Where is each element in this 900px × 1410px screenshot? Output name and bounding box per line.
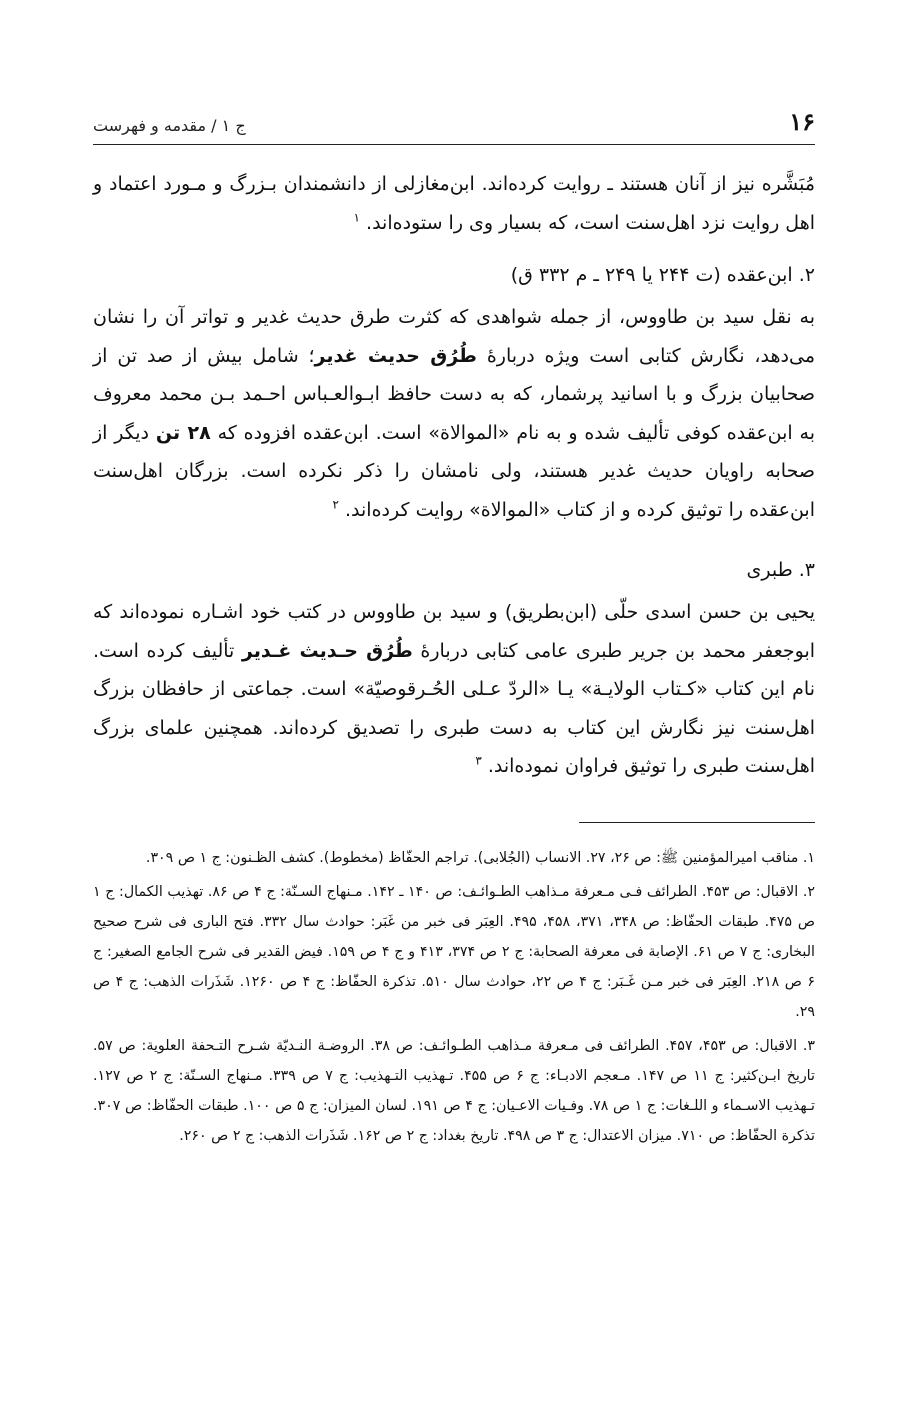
footnote-ref-3[interactable]: ۳ [475, 753, 482, 768]
paragraph-1 [93, 165, 815, 242]
section-heading-3: ۳. طبری [746, 559, 815, 581]
paragraph-2-part-c: دیگر از صحابه راویان حدیث غدیر هستند، ولی نامشان را ذکر نکرده است. بزرگان اهل‌سنت ابن‌عقده را توثیق کرده و از کتاب «الموالاة» روایت کرده‌اند. [93, 421, 815, 521]
paragraph-3-part-b: تألیف کرده است. نام این کتاب «کـتاب الولایـة» یـا «الردّ عـلی الحُـرقوصیّة» است. جماعتی از حافظان بزرگ اهل‌سنت نیز نگارش این کتاب به دست طبری را تصدیق کرده‌اند. همچنین علمای بزرگ اهل‌سنت طبری را توثیق فراوان نموده‌اند. [93, 639, 815, 777]
running-title: ج ۱ / مقدمه و فهرست [93, 116, 246, 135]
page-number: ۱۶ [789, 107, 815, 136]
paragraph-1-text: مُبَشَّره نیز از آنان هستند ـ روایت کرده‌اند. ابن‌مغازلی از دانشمندان بـزرگ و مـورد اعتماد و اهل روایت نزد اهل‌سنت است، که بسیار وی را ستوده‌اند. [93, 173, 815, 234]
footnote-2: ۲. الاقبال: ص ۴۵۳. الطرائف فـی مـعرفة مـذاهب الطـوائـف: ص ۱۴۰ ـ ۱۴۲. مـنهاج السـنّة: ج ۴ ص ۸۶. تهذیب الکمال: ج ۱ ص ۴۷۵. طبقات الحفّاظ: ص ۳۴۸، ۳۷۱، ۴۵۸، ۴۹۵. العِبَر فی خبر من غَبَر: حوادث سال ۳۳۲. فتح الباری فی شرح صحیح البخاری: ج ۷ ص ۶۱. الإصابة فی معرفة الصحابة: ج ۲ ص ۳۷۴، ۴۱۳ و ج ۴ ص ۱۵۹. فیض القدیر فی شرح الجامع الصغیر: ج ۶ ص ۲۱۸. العِبَر فی خبر مـن غَـبَر: ج ۴ ص ۲۲، حوادث سال ۵۱۰. تذکرة الحفّاظ: ج ۴ ص ۱۲۶۰. شَذَرات الذهب: ج ۴ ص ۲۹. [93, 883, 816, 1020]
main-text [93, 165, 815, 786]
paragraph-2-bold-title: طُرُق حدیث غدیر [314, 344, 477, 367]
paragraph-3-bold-title: طُرُق حـدیث غـدیر [241, 639, 413, 662]
paragraph-3-part-a: یحیی بن حسن اسدی حلّی (ابن‌بطریق) و سید بن طاووس در کتب خود اشـاره نموده‌اند که ابوجعفر محمد بن جریر طبری عامی کتابی دربارهٔ [93, 601, 816, 662]
footnote-1: ۱. مناقب امیرالمؤمنین ﷺ: ص ۲۶، ۲۷. الانساب (الجُلابی). تراجم الحفّاظ (مخطوط). کشف الظـنون: ج ۱ ص ۳۰۹. [145, 849, 815, 866]
paragraph-2-part-a: به نقل سید بن طاووس، از جمله شواهدی که کثرت طرق حدیث غدیر و تواتر آن را نشان می‌دهد، نگارش کتابی است ویژه دربارهٔ [93, 306, 815, 367]
paragraph-3 [93, 593, 815, 786]
page-header [93, 90, 815, 145]
paragraph-2-part-b: ؛ شامل بیش از صد تن از صحابیان بزرگ و با اسانید پرشمار، که به دست حافظ ابـوالعـباس احـمد بـن محمد معروف به ابن‌عقده کوفی تألیف شده و به نام «الموالاة» است. ابن‌عقده افزوده که [93, 344, 815, 444]
paragraph-2-bold-count: ۲۸ تن [155, 421, 211, 444]
footnote-divider [579, 822, 815, 823]
section-heading-2: ۲. ابن‌عقده (ت ۲۴۴ یا ۲۴۹ ـ م ۳۳۲ ق) [510, 264, 815, 286]
footnote-3: ۳. الاقبال: ص ۴۵۳، ۴۵۷. الطرائف فی مـعرفة مـذاهب الطـوائـف: ص ۳۸. الروضـة النـدیّة شـرح التـحفة العلویة: ص ۵۷. تاریخ ابـن‌کثیر: ج ۱۱ ص ۱۴۷. مـعجم الادبـاء: ج ۶ ص ۴۵۵. تـهذیب التـهذیب: ج ۷ ص ۳۳۹. مـنهاج السـنّة: ج ۲ ص ۱۲۷. تـهذیب الاسـماء و اللـغات: ج ۱ ص ۷۸. وفـیات الاعـیان: ج ۴ ص ۱۹۱. لسان المیزان: ج ۵ ص ۱۰۰. طبقات الحفّاظ: ص ۳۰۷. تذکرة الحفّاظ: ص ۷۱۰. میزان الاعتدال: ج ۳ ص ۴۹۸. تاریخ بغداد: ج ۲ ص ۱۶۲. شَذَرات الذهب: ج ۲ ص ۲۶۰. [93, 1037, 816, 1144]
footnotes [93, 843, 815, 1151]
footnote-ref-2[interactable]: ۲ [332, 497, 339, 512]
footnote-ref-1[interactable]: ۱ [353, 210, 360, 225]
book-page [93, 90, 815, 1155]
paragraph-2 [93, 298, 815, 529]
